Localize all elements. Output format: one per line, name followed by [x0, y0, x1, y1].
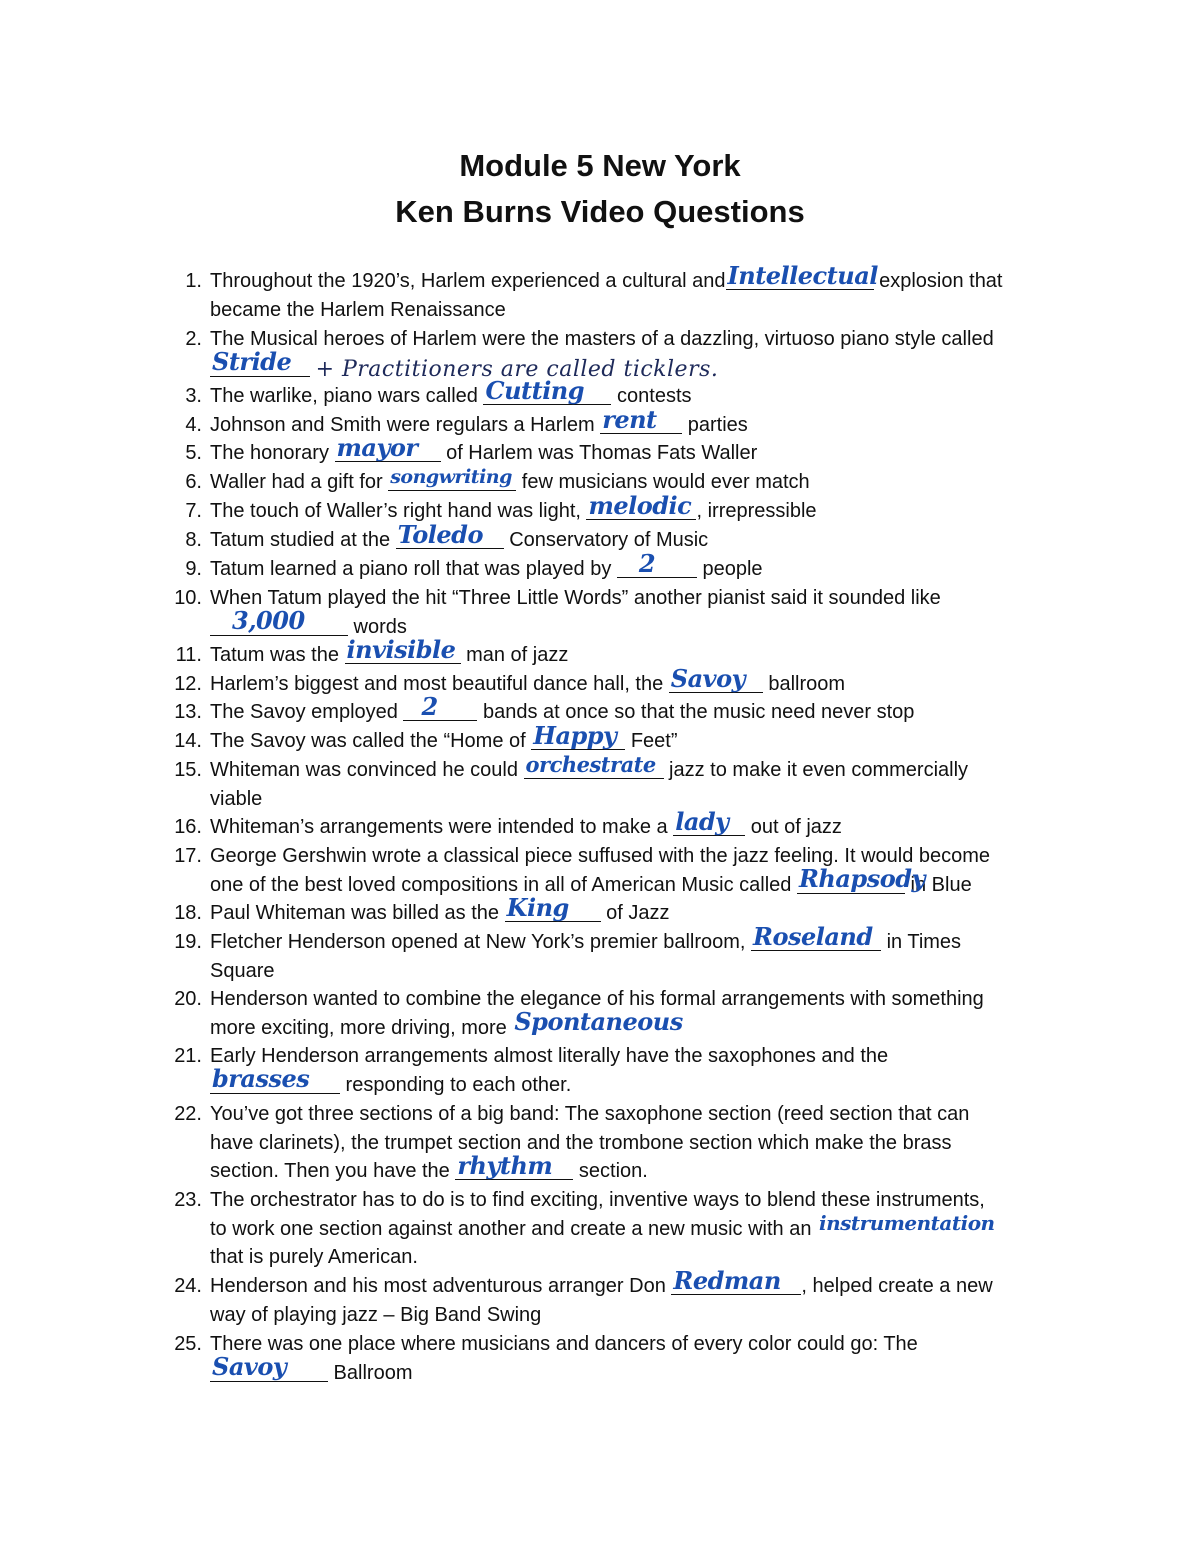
question-20: 20. Henderson wanted to combine the elegance of his formal arrangements with something more exciting, more driving, more Spontaneous — [174, 988, 984, 1039]
handwritten-answer: Cutting — [485, 375, 585, 405]
question-17: 17. George Gershwin wrote a classical piece suffused with the jazz feeling. It would become one of the best loved compositions in all of American Music called Rhapsody in Blue — [174, 845, 991, 896]
question-14: 14. The Savoy was called the “Home of Happy Feet” — [174, 720, 678, 752]
question-8: 8. Tatum studied at the Toledo Conservatory of Music — [185, 519, 709, 551]
answer-blank — [210, 347, 310, 377]
handwritten-answer: brasses — [212, 1064, 310, 1093]
question-11: 11. Tatum was the invisible man of jazz — [175, 634, 569, 666]
answer-blank — [505, 892, 601, 922]
handwritten-answer: invisible — [346, 634, 456, 664]
answer-blank — [751, 921, 881, 951]
handwritten-answer: King — [506, 892, 569, 922]
answer-blank — [671, 1265, 801, 1295]
question-22: 22. You’ve got three sections of a big band: The saxophone section (reed section that can have clarinets), the trumpet section and the trombone section which make the brass section. Then you have the rhythm section. — [174, 1103, 970, 1182]
answer-blank — [396, 519, 504, 549]
answer-blank — [669, 663, 763, 693]
answer-blank — [817, 1211, 1027, 1238]
page-subtitle: Ken Burns Video Questions — [395, 194, 805, 229]
question-15: 15. Whiteman was convinced he could orchestrate jazz to make it even commercially viable — [174, 751, 969, 810]
handwritten-answer: 2 — [421, 691, 438, 721]
question-5: 5. The honorary mayor of Harlem was Thomas Fats Waller — [185, 432, 758, 464]
answer-blank — [512, 1007, 683, 1037]
answer-blank — [345, 634, 461, 664]
handwritten-answer: rent — [602, 404, 657, 434]
answer-blank — [455, 1150, 573, 1180]
handwritten-answer: Roseland — [753, 921, 873, 951]
question-13: 13. The Savoy employed 2 bands at once so that the music need never stop — [174, 691, 915, 723]
question-24: 24. Henderson and his most adventurous arranger Don Redman , helped create a new way of playing jazz – Big Band Swing — [174, 1265, 993, 1326]
answer-blank — [586, 490, 696, 520]
answer-blank — [483, 375, 611, 405]
handwritten-answer: 2 — [638, 548, 656, 578]
handwritten-answer: lady — [675, 806, 729, 836]
answer-blank — [797, 864, 925, 894]
question-21: 21. Early Henderson arrangements almost literally have the saxophones and the brasses responding to each other. — [174, 1045, 889, 1096]
question-3: 3. The warlike, piano wars called Cutting contests — [185, 375, 692, 407]
answer-blank — [210, 1064, 340, 1094]
question-2: 2. The Musical heroes of Harlem were the masters of a dazzling, virtuoso piano style called Stride + Practitioners are called ticklers. — [185, 328, 994, 382]
handwritten-note: + Practitioners are called ticklers. — [315, 356, 719, 382]
answer-blank — [210, 606, 348, 636]
question-9: 9. Tatum learned a piano roll that was played by 2 people — [185, 548, 763, 580]
handwritten-answer: rhythm — [457, 1150, 553, 1180]
answer-blank — [388, 465, 516, 491]
page-title: Module 5 New York — [459, 148, 741, 183]
answer-blank — [210, 1352, 328, 1382]
question-10: 10. When Tatum played the hit “Three Little Words” another pianist said it sounded like 3,000 words — [174, 587, 941, 638]
answer-blank — [726, 260, 878, 290]
answer-blank — [617, 548, 697, 578]
handwritten-answer: Spontaneous — [514, 1007, 683, 1036]
question-4: 4. Johnson and Smith were regulars a Harlem rent parties — [185, 404, 748, 436]
question-16: 16. Whiteman’s arrangements were intended to make a lady out of jazz — [174, 806, 842, 838]
question-6: 6. Waller had a gift for songwriting few musicians would ever match — [210, 468, 1110, 497]
handwritten-answer: Toledo — [397, 519, 483, 549]
handwritten-answer: instrumentation — [819, 1211, 995, 1235]
answer-blank — [600, 404, 682, 434]
handwritten-answer: songwriting — [390, 465, 512, 488]
question-19: 19. Fletcher Henderson opened at New York’s premier ballroom, Roseland in Times Square — [174, 921, 962, 982]
question-18: 18. Paul Whiteman was billed as the King of Jazz — [174, 892, 670, 924]
answer-blank — [403, 691, 477, 721]
question-23: 23. The orchestrator has to do is to find exciting, inventive ways to blend these instruments, to work one section against another and create a new music with an instrumentation that is purely American. — [210, 1186, 1110, 1272]
answer-blank — [531, 720, 625, 750]
answer-blank — [335, 432, 441, 462]
question-12: 12. Harlem’s biggest and most beautiful dance hall, the Savoy ballroom — [174, 663, 846, 695]
handwritten-answer: Happy — [533, 720, 617, 750]
question-1: 1. Throughout the 1920’s, Harlem experienced a cultural and Intellectual explosion that became the Harlem Renaissance — [185, 260, 1003, 321]
handwritten-answer: Savoy — [670, 663, 746, 693]
answer-blank — [524, 751, 664, 779]
question-7: 7. The touch of Waller’s right hand was light, melodic , irrepressible — [185, 490, 817, 522]
question-25: 25. There was one place where musicians and dancers of every color could go: The Savoy Ballroom — [174, 1333, 918, 1384]
handwritten-answer: Redman — [673, 1265, 781, 1295]
handwritten-answer: Savoy — [212, 1352, 287, 1381]
handwritten-answer: Stride — [212, 347, 292, 376]
handwritten-answer: Intellectual — [727, 260, 878, 290]
handwritten-answer: orchestrate — [525, 751, 656, 777]
handwritten-answer: mayor — [336, 432, 418, 462]
handwritten-answer: Rhapsody — [798, 864, 925, 893]
answer-blank — [673, 806, 745, 836]
handwritten-answer: 3,000 — [232, 606, 305, 635]
handwritten-answer: melodic — [588, 490, 692, 520]
